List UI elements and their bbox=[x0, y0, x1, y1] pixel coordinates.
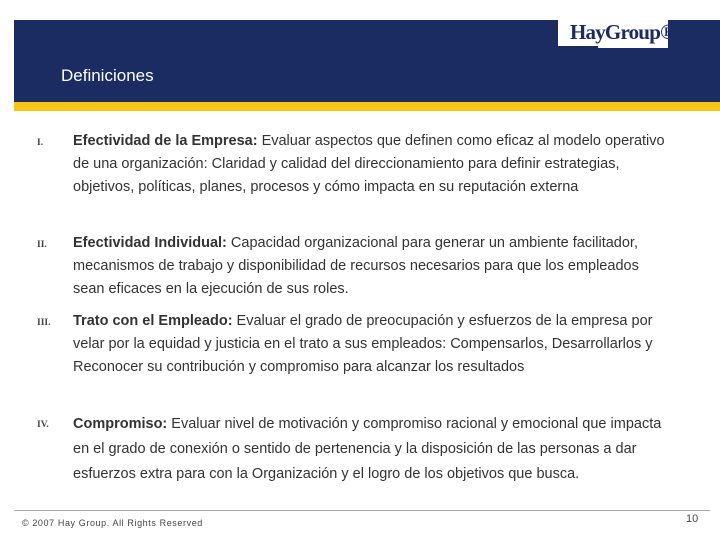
definition-text bbox=[73, 232, 669, 302]
definition-term: Efectividad Individual: bbox=[73, 235, 227, 251]
item-numeral: I. bbox=[37, 138, 44, 148]
definition-description: Evaluar nivel de motivación y compromiso racional y emocional que impacta en el grado de conexión o sentido de pertenencia y la disposición de las personas a dar esfuerzos extra para con la Organización y el logro de los objetivos que busca. bbox=[73, 416, 662, 482]
definition-text bbox=[73, 412, 669, 487]
page-number: 10 bbox=[686, 513, 699, 525]
definition-term: Trato con el Empleado: bbox=[73, 313, 233, 329]
page-title: Definiciones bbox=[61, 66, 154, 85]
footer-divider bbox=[14, 510, 710, 511]
definition-term: Compromiso: bbox=[73, 416, 168, 432]
definition-description: Evaluar el grado de preocupación y esfuerzos de la empresa por velar por la equidad y justicia en el trato a sus empleados: Compensarlos, Desarrollarlos y Reconocer su contribución y compromiso para alcanzar los resultados bbox=[73, 313, 653, 376]
definition-description: Evaluar aspectos que definen como eficaz al modelo operativo de una organización: Claridad y calidad del direccionamiento para definir estrategias, objetivos, políticas, planes, procesos y cómo impacta en su reputación externa bbox=[73, 133, 665, 196]
definition-description: Capacidad organizacional para generar un ambiente facilitador, mecanismos de trabajo y disponibilidad de recursos necesarios para que los empleados sean eficaces en la ejecución de sus roles. bbox=[73, 235, 639, 298]
hay-group-logo: HayGroup® bbox=[570, 20, 675, 44]
item-numeral: IV. bbox=[37, 420, 49, 430]
copyright-text: © 2007 Hay Group. All Rights Reserved bbox=[22, 518, 203, 528]
item-numeral: III. bbox=[37, 318, 51, 328]
definition-text bbox=[73, 130, 669, 200]
definition-term: Efectividad de la Empresa: bbox=[73, 133, 258, 149]
accent-bar bbox=[14, 102, 720, 111]
definition-text bbox=[73, 310, 669, 380]
item-numeral: II. bbox=[37, 240, 47, 250]
logo-underline bbox=[598, 46, 668, 48]
